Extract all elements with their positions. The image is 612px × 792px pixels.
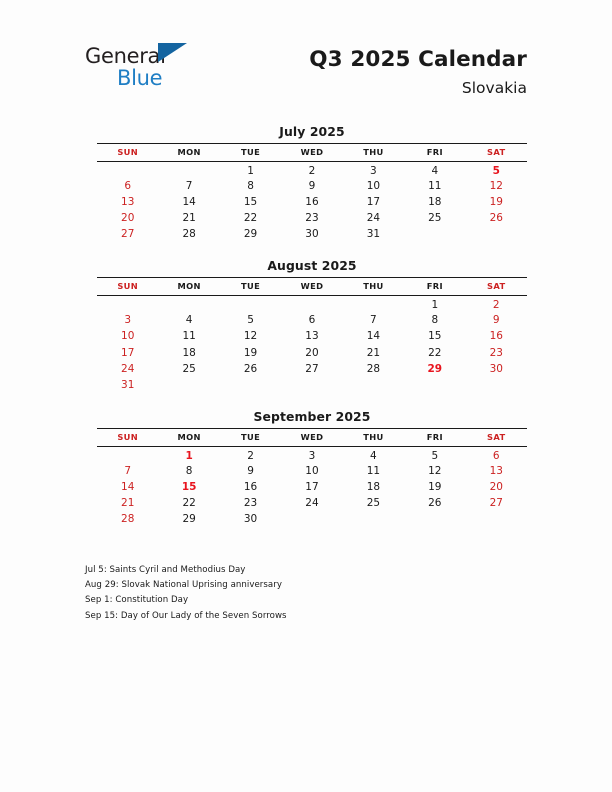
day-cell[interactable]: 23 <box>243 497 258 510</box>
day-cell[interactable]: 16 <box>489 330 503 343</box>
day-cell[interactable]: 7 <box>370 314 377 327</box>
week-row <box>97 511 527 527</box>
day-cell[interactable]: 12 <box>489 179 503 192</box>
weekday-header-fri: FRI <box>404 144 465 162</box>
week-row <box>97 463 527 479</box>
day-cell[interactable]: 19 <box>243 346 258 359</box>
day-cell[interactable]: 9 <box>247 464 254 477</box>
day-cell[interactable]: 21 <box>121 497 135 510</box>
day-cell-empty <box>281 296 342 312</box>
day-cell[interactable]: 23 <box>489 346 503 359</box>
day-cell[interactable]: 28 <box>366 362 381 375</box>
weekday-header-fri: FRI <box>404 429 465 447</box>
day-cell[interactable]: 3 <box>308 449 316 462</box>
day-cell-empty <box>404 226 465 242</box>
header-titles <box>309 40 527 98</box>
day-cell[interactable]: 1 <box>431 299 439 312</box>
day-cell[interactable]: 27 <box>305 362 319 375</box>
day-cell[interactable]: 4 <box>431 164 439 177</box>
day-cell[interactable]: 2 <box>492 299 500 312</box>
day-cell[interactable]: 13 <box>305 330 319 343</box>
day-cell[interactable]: 6 <box>492 449 500 462</box>
day-cell[interactable]: 24 <box>305 497 319 510</box>
day-cell-empty <box>97 296 158 312</box>
day-cell[interactable]: 25 <box>428 212 442 225</box>
holiday-note: Jul 5: Saints Cyril and Methodius Day <box>85 565 246 575</box>
month-title: September 2025 <box>253 409 371 425</box>
day-cell[interactable]: 20 <box>489 481 503 494</box>
week-row <box>97 495 527 511</box>
day-cell-empty <box>343 511 404 527</box>
day-cell[interactable]: 26 <box>243 362 258 375</box>
month-title: August 2025 <box>267 258 357 274</box>
week-row <box>97 312 527 328</box>
day-cell[interactable]: 8 <box>185 464 193 477</box>
day-cell[interactable]: 9 <box>308 179 316 192</box>
day-cell[interactable]: 12 <box>428 464 442 477</box>
day-cell-empty <box>343 296 404 312</box>
day-cell[interactable]: 10 <box>366 179 381 192</box>
weekday-header-fri: FRI <box>404 278 465 296</box>
day-cell[interactable]: 30 <box>305 228 319 241</box>
day-cell-empty <box>158 377 219 393</box>
weekday-header-sat: SAT <box>466 429 527 447</box>
day-cell[interactable]: 6 <box>308 314 316 327</box>
day-cell-empty <box>97 447 158 463</box>
day-cell[interactable]: 22 <box>182 497 196 510</box>
weekday-header-sun: SUN <box>97 278 158 296</box>
day-cell[interactable]: 20 <box>305 346 319 359</box>
week-row <box>97 178 527 194</box>
day-cell-empty <box>466 377 527 393</box>
week-row <box>97 162 527 178</box>
day-cell-empty <box>404 511 465 527</box>
day-cell-empty <box>404 377 465 393</box>
day-cell[interactable]: 1 <box>185 449 193 462</box>
week-row <box>97 210 527 226</box>
day-cell[interactable]: 27 <box>489 497 503 510</box>
day-cell[interactable]: 17 <box>121 346 135 359</box>
weekday-header-tue: TUE <box>220 278 281 296</box>
day-cell[interactable]: 26 <box>489 212 503 225</box>
month-title: July 2025 <box>279 124 345 139</box>
day-cell[interactable]: 29 <box>182 513 196 526</box>
weekday-header-mon: MON <box>158 429 219 447</box>
day-cell[interactable]: 18 <box>182 346 196 359</box>
day-cell[interactable]: 5 <box>247 314 254 327</box>
day-cell[interactable]: 26 <box>428 497 442 510</box>
weekday-header-tue: TUE <box>220 429 281 447</box>
week-row <box>97 194 527 210</box>
weekday-header-thu: THU <box>343 278 404 296</box>
day-cell[interactable]: 15 <box>428 330 442 343</box>
day-cell[interactable]: 2 <box>247 449 254 462</box>
logo-triangle-icon <box>158 43 187 62</box>
week-row <box>97 361 527 377</box>
month-block <box>97 124 527 242</box>
page-title: Q3 2025 Calendar <box>309 47 527 72</box>
day-cell[interactable]: 6 <box>124 179 132 192</box>
day-cell[interactable]: 12 <box>243 330 258 343</box>
weekday-header-mon: MON <box>158 144 219 162</box>
weekday-header-row <box>97 278 527 296</box>
day-cell-empty <box>158 162 219 178</box>
day-cell[interactable]: 16 <box>305 195 319 208</box>
day-cell[interactable]: 21 <box>182 212 196 225</box>
week-row <box>97 447 527 463</box>
day-cell[interactable]: 31 <box>121 378 135 391</box>
weekday-header-thu: THU <box>343 429 404 447</box>
day-cell-empty <box>281 511 342 527</box>
month-grid <box>97 277 527 393</box>
week-row <box>97 328 527 344</box>
weekday-header-sat: SAT <box>466 278 527 296</box>
week-row <box>97 296 527 312</box>
day-cell[interactable]: 29 <box>427 362 443 375</box>
day-cell-empty <box>466 226 527 242</box>
day-cell[interactable]: 8 <box>247 179 254 192</box>
general-blue-logo <box>85 40 205 89</box>
day-cell[interactable]: 24 <box>121 362 135 375</box>
week-row <box>97 377 527 393</box>
month-block <box>97 258 527 393</box>
day-cell[interactable]: 14 <box>121 481 135 494</box>
day-cell[interactable]: 13 <box>121 195 135 208</box>
week-row <box>97 345 527 361</box>
day-cell[interactable]: 3 <box>124 314 132 327</box>
day-cell[interactable]: 5 <box>431 449 439 462</box>
day-cell[interactable]: 23 <box>305 212 319 225</box>
logo-text-general: General <box>85 44 166 68</box>
weekday-header-wed: WED <box>281 429 342 447</box>
day-cell[interactable]: 4 <box>370 449 377 462</box>
day-cell[interactable]: 2 <box>308 164 316 177</box>
day-cell[interactable]: 18 <box>366 481 381 494</box>
weekday-header-thu: THU <box>343 144 404 162</box>
holiday-note: Sep 15: Day of Our Lady of the Seven Sorrows <box>85 610 287 621</box>
day-cell[interactable]: 27 <box>121 228 135 241</box>
day-cell[interactable]: 20 <box>121 212 135 225</box>
holiday-note: Sep 1: Constitution Day <box>85 595 189 606</box>
day-cell[interactable]: 21 <box>366 346 381 359</box>
page-header <box>0 40 612 110</box>
day-cell[interactable]: 30 <box>243 513 258 526</box>
day-cell[interactable]: 10 <box>305 464 319 477</box>
day-cell[interactable]: 29 <box>243 228 258 241</box>
day-cell[interactable]: 18 <box>428 195 442 208</box>
weekday-header-sat: SAT <box>466 144 527 162</box>
day-cell[interactable]: 7 <box>185 179 193 192</box>
day-cell[interactable]: 17 <box>305 481 319 494</box>
day-cell[interactable]: 19 <box>428 481 442 494</box>
day-cell[interactable]: 22 <box>243 212 258 225</box>
day-cell[interactable]: 11 <box>182 330 196 343</box>
day-cell[interactable]: 4 <box>185 314 193 327</box>
day-cell[interactable]: 25 <box>366 497 381 510</box>
weekday-header-row <box>97 144 527 162</box>
month-grid <box>97 143 527 242</box>
day-cell[interactable]: 14 <box>366 330 381 343</box>
day-cell[interactable]: 14 <box>182 195 196 208</box>
holiday-note: Aug 29: Slovak National Uprising anniversary <box>85 580 282 591</box>
weekday-header-wed: WED <box>281 278 342 296</box>
day-cell[interactable]: 8 <box>431 314 439 327</box>
day-cell[interactable]: 1 <box>247 164 254 177</box>
day-cell[interactable]: 25 <box>182 362 196 375</box>
day-cell[interactable]: 11 <box>428 179 442 192</box>
day-cell-empty <box>97 162 158 178</box>
months-container <box>97 124 527 544</box>
day-cell[interactable]: 3 <box>370 164 377 177</box>
weekday-header-tue: TUE <box>220 144 281 162</box>
day-cell[interactable]: 28 <box>121 513 135 526</box>
day-cell-empty <box>220 377 281 393</box>
weekday-header-row <box>97 429 527 447</box>
month-grid <box>97 428 527 527</box>
weekday-header-sun: SUN <box>97 144 158 162</box>
day-cell[interactable]: 24 <box>366 212 381 225</box>
day-cell[interactable]: 31 <box>366 228 381 241</box>
logo-text-blue: Blue <box>117 66 163 90</box>
day-cell[interactable]: 9 <box>492 314 500 327</box>
day-cell[interactable]: 17 <box>366 195 381 208</box>
week-row <box>97 226 527 242</box>
day-cell[interactable]: 13 <box>489 464 503 477</box>
weekday-header-mon: MON <box>158 278 219 296</box>
day-cell[interactable]: 15 <box>243 195 258 208</box>
holiday-notes-list <box>85 566 525 627</box>
weekday-header-sun: SUN <box>97 429 158 447</box>
day-cell-empty <box>158 296 219 312</box>
page-subtitle-country: Slovakia <box>461 78 527 97</box>
day-cell[interactable]: 30 <box>489 362 503 375</box>
day-cell-empty <box>343 377 404 393</box>
day-cell[interactable]: 15 <box>181 481 197 494</box>
day-cell[interactable]: 10 <box>121 330 135 343</box>
day-cell[interactable]: 22 <box>428 346 442 359</box>
weekday-header-wed: WED <box>281 144 342 162</box>
day-cell[interactable]: 19 <box>489 195 503 208</box>
month-block <box>97 409 527 527</box>
day-cell-empty <box>466 511 527 527</box>
day-cell[interactable]: 11 <box>366 464 381 477</box>
day-cell[interactable]: 7 <box>124 464 132 477</box>
day-cell-empty <box>281 377 342 393</box>
day-cell[interactable]: 16 <box>243 481 258 494</box>
day-cell[interactable]: 28 <box>182 228 196 241</box>
week-row <box>97 479 527 495</box>
day-cell[interactable]: 5 <box>492 164 500 177</box>
day-cell-empty <box>220 296 281 312</box>
